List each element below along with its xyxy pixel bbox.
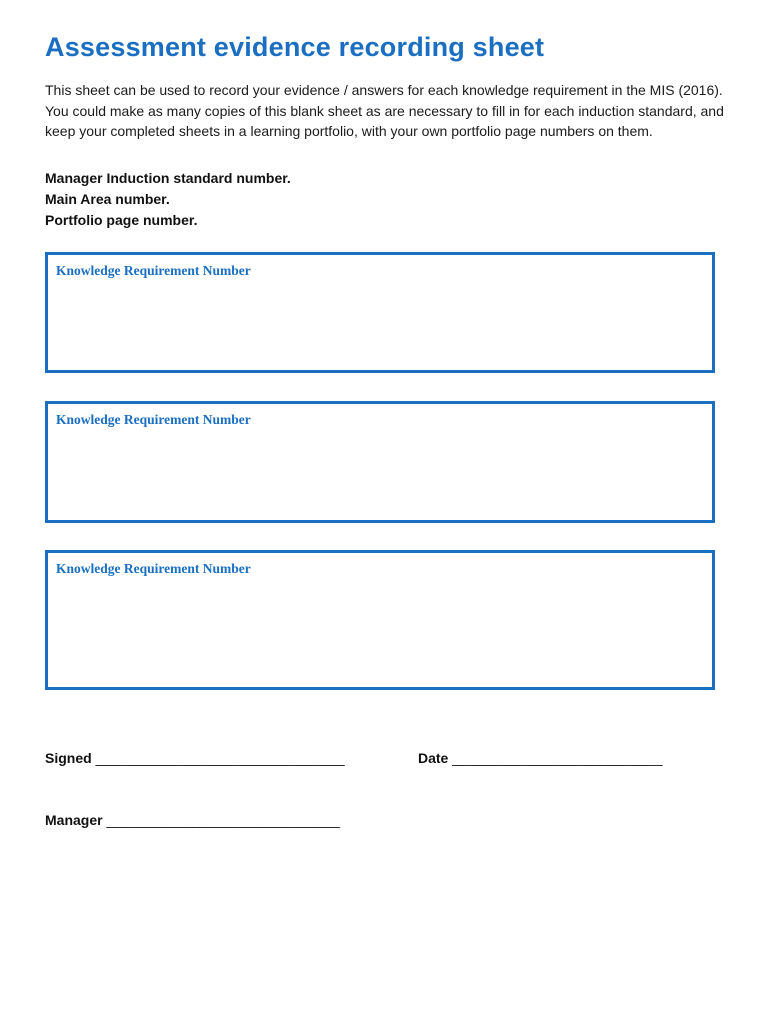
signed-label: Signed	[45, 750, 92, 766]
portfolio-page-field[interactable]: Portfolio page number.	[45, 212, 198, 228]
manager-blank-line[interactable]: ______________________________	[106, 812, 341, 828]
knowledge-requirement-label: Knowledge Requirement Number	[56, 561, 251, 576]
date-label: Date	[418, 750, 449, 766]
signed-field[interactable]	[45, 750, 345, 766]
page-title: Assessment evidence recording sheet	[45, 32, 545, 62]
knowledge-requirement-box-3[interactable]	[45, 550, 715, 690]
intro-paragraph: This sheet can be used to record your evidence / answers for each knowledge requirement in the MIS (2016). You could make as many copies of this blank sheet as are necessary to fill in for each induction standard, and keep your completed sheets in a learning portfolio, with your own portfolio page numbers on them.	[45, 82, 724, 139]
main-area-field[interactable]: Main Area number.	[45, 191, 170, 207]
date-blank-line[interactable]: ___________________________	[452, 750, 663, 766]
knowledge-requirement-box-2[interactable]	[45, 401, 715, 523]
knowledge-requirement-label: Knowledge Requirement Number	[56, 412, 251, 427]
manager-induction-standard-field[interactable]: Manager Induction standard number.	[45, 170, 291, 186]
header-fields	[45, 168, 291, 231]
knowledge-requirement-label: Knowledge Requirement Number	[56, 263, 251, 278]
date-field[interactable]	[418, 750, 662, 766]
knowledge-requirement-box-1[interactable]	[45, 252, 715, 373]
manager-label: Manager	[45, 812, 103, 828]
manager-field[interactable]	[45, 812, 340, 828]
signed-blank-line[interactable]: ________________________________	[95, 750, 345, 766]
